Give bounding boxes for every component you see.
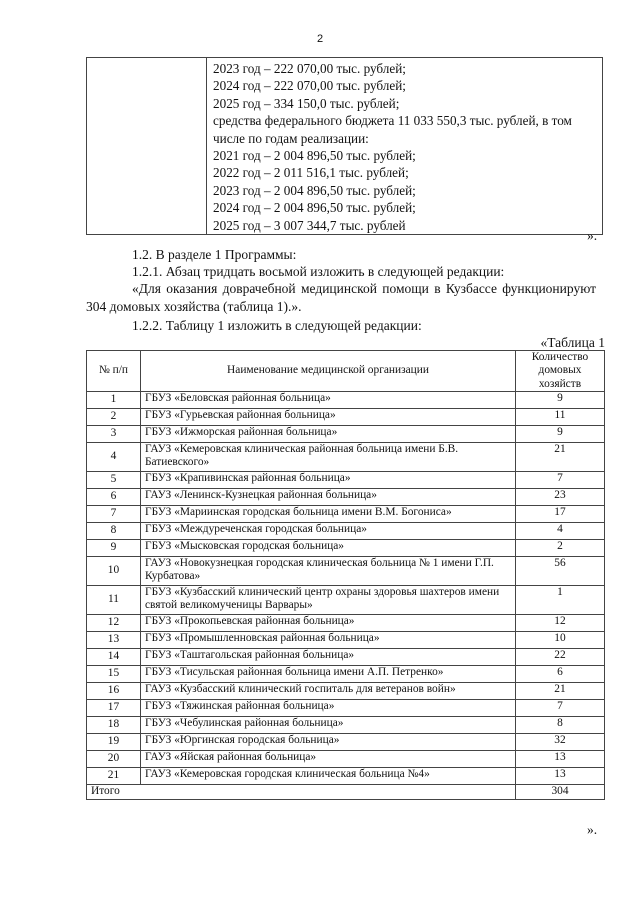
row-num: 13 — [87, 631, 141, 648]
paragraph-section-1-2: 1.2. В разделе 1 Программы: — [132, 247, 297, 262]
funding-line: 2022 год – 2 011 516,1 тыс. рублей; — [213, 165, 409, 181]
row-count: 7 — [516, 471, 605, 488]
row-name: ГБУЗ «Тяжинская районная больница» — [141, 699, 516, 716]
table-total-row — [87, 784, 605, 799]
row-num: 9 — [87, 539, 141, 556]
row-name: ГАУЗ «Кузбасский клинический госпиталь для ветеранов войн» — [141, 682, 516, 699]
row-num: 15 — [87, 665, 141, 682]
row-count: 21 — [516, 682, 605, 699]
row-num: 19 — [87, 733, 141, 750]
table-row — [87, 522, 605, 539]
row-count: 8 — [516, 716, 605, 733]
row-count: 9 — [516, 425, 605, 442]
row-num: 21 — [87, 767, 141, 784]
total-value: 304 — [516, 784, 605, 799]
row-name: ГАУЗ «Новокузнецкая городская клиническая больница № 1 имени Г.П. Курбатова» — [141, 556, 516, 585]
row-num: 1 — [87, 391, 141, 408]
row-count: 21 — [516, 442, 605, 471]
row-num: 16 — [87, 682, 141, 699]
row-name: ГБУЗ «Прокопьевская районная больница» — [141, 614, 516, 631]
row-count: 22 — [516, 648, 605, 665]
table-row — [87, 556, 605, 585]
row-name: ГБУЗ «Гурьевская районная больница» — [141, 408, 516, 425]
header-num: № п/п — [87, 351, 141, 392]
row-num: 12 — [87, 614, 141, 631]
funding-label-cell — [87, 58, 207, 235]
row-count: 7 — [516, 699, 605, 716]
table-row — [87, 665, 605, 682]
funding-table — [86, 57, 603, 235]
row-num: 14 — [87, 648, 141, 665]
row-name: ГБУЗ «Ижморская районная больница» — [141, 425, 516, 442]
table-row — [87, 585, 605, 614]
table-row — [87, 631, 605, 648]
row-name: ГБУЗ «Беловская районная больница» — [141, 391, 516, 408]
row-count: 13 — [516, 767, 605, 784]
paragraph-quote: «Для оказания доврачебной медицинской помощи в Кузбассе функционируют 304 домовых хозяйства (таблица 1).». — [86, 281, 596, 314]
row-name: ГБУЗ «Мысковская городская больница» — [141, 539, 516, 556]
row-count: 4 — [516, 522, 605, 539]
row-num: 3 — [87, 425, 141, 442]
total-label: Итого — [87, 784, 516, 799]
table-row — [87, 614, 605, 631]
row-num: 18 — [87, 716, 141, 733]
header-name: Наименование медицинской организации — [141, 351, 516, 392]
funding-values-cell — [207, 58, 603, 235]
table-row — [87, 699, 605, 716]
row-count: 11 — [516, 408, 605, 425]
table-row — [87, 767, 605, 784]
row-count: 23 — [516, 488, 605, 505]
row-name: ГБУЗ «Промышленновская районная больница» — [141, 631, 516, 648]
row-count: 10 — [516, 631, 605, 648]
row-name: ГБУЗ «Крапивинская районная больница» — [141, 471, 516, 488]
funding-line: 2025 год – 334 150,0 тыс. рублей; — [213, 95, 400, 111]
row-count: 17 — [516, 505, 605, 522]
table-row — [87, 733, 605, 750]
funding-line: средства федерального бюджета 11 033 550,3 тыс. рублей, в том числе по годам реализации: — [213, 113, 572, 146]
row-num: 20 — [87, 750, 141, 767]
funding-line: 2024 год – 2 004 896,50 тыс. рублей; — [213, 200, 416, 216]
table-row — [87, 425, 605, 442]
row-name: ГБУЗ «Юргинская городская больница» — [141, 733, 516, 750]
row-name: ГАУЗ «Ленинск-Кузнецкая районная больница» — [141, 488, 516, 505]
row-count: 6 — [516, 665, 605, 682]
funding-line: 2023 год – 2 004 896,50 тыс. рублей; — [213, 182, 416, 198]
row-num: 11 — [87, 585, 141, 614]
header-count: Количество домовых хозяйств — [516, 351, 605, 392]
row-name: ГАУЗ «Кемеровская клиническая районная больница имени Б.В. Батиевского» — [141, 442, 516, 471]
funding-line: 2024 год – 222 070,00 тыс. рублей; — [213, 78, 406, 94]
row-num: 5 — [87, 471, 141, 488]
row-num: 4 — [87, 442, 141, 471]
row-num: 10 — [87, 556, 141, 585]
funding-end-quote: ». — [587, 228, 598, 243]
row-count: 9 — [516, 391, 605, 408]
paragraph-1-2-1: 1.2.1. Абзац тридцать восьмой изложить в следующей редакции: — [132, 264, 505, 279]
table-row — [87, 505, 605, 522]
row-count: 12 — [516, 614, 605, 631]
row-name: ГБУЗ «Тисульская районная больница имени А.П. Петренко» — [141, 665, 516, 682]
table-row — [87, 750, 605, 767]
table-row — [87, 408, 605, 425]
table-row — [87, 682, 605, 699]
table-row — [87, 648, 605, 665]
row-count: 56 — [516, 556, 605, 585]
funding-line: 2023 год – 222 070,00 тыс. рублей; — [213, 61, 406, 76]
table-end-quote: ». — [587, 822, 598, 837]
row-num: 7 — [87, 505, 141, 522]
row-name: ГБУЗ «Мариинская городская больница имени В.М. Богониса» — [141, 505, 516, 522]
row-count: 13 — [516, 750, 605, 767]
funding-line: 2021 год – 2 004 896,50 тыс. рублей; — [213, 148, 416, 164]
row-name: ГАУЗ «Кемеровская городская клиническая больница №4» — [141, 767, 516, 784]
page-number: 2 — [316, 33, 324, 45]
table-caption: «Таблица 1 — [540, 335, 605, 350]
table-row — [87, 716, 605, 733]
row-num: 8 — [87, 522, 141, 539]
row-count: 32 — [516, 733, 605, 750]
households-table — [86, 350, 605, 800]
row-num: 2 — [87, 408, 141, 425]
table-row — [87, 539, 605, 556]
row-name: ГБУЗ «Чебулинская районная больница» — [141, 716, 516, 733]
row-num: 6 — [87, 488, 141, 505]
row-name: ГБУЗ «Кузбасский клинический центр охраны здоровья шахтеров имени святой великомученицы Варвары» — [141, 585, 516, 614]
table-row — [87, 471, 605, 488]
table-row — [87, 488, 605, 505]
row-name: ГБУЗ «Таштагольская районная больница» — [141, 648, 516, 665]
row-name: ГАУЗ «Яйская районная больница» — [141, 750, 516, 767]
paragraph-1-2-2: 1.2.2. Таблицу 1 изложить в следующей редакции: — [132, 318, 422, 333]
row-count: 1 — [516, 585, 605, 614]
table-row — [87, 391, 605, 408]
funding-line: 2025 год – 3 007 344,7 тыс. рублей — [213, 217, 406, 233]
row-count: 2 — [516, 539, 605, 556]
row-num: 17 — [87, 699, 141, 716]
table-row — [87, 442, 605, 471]
row-name: ГБУЗ «Междуреченская городская больница» — [141, 522, 516, 539]
